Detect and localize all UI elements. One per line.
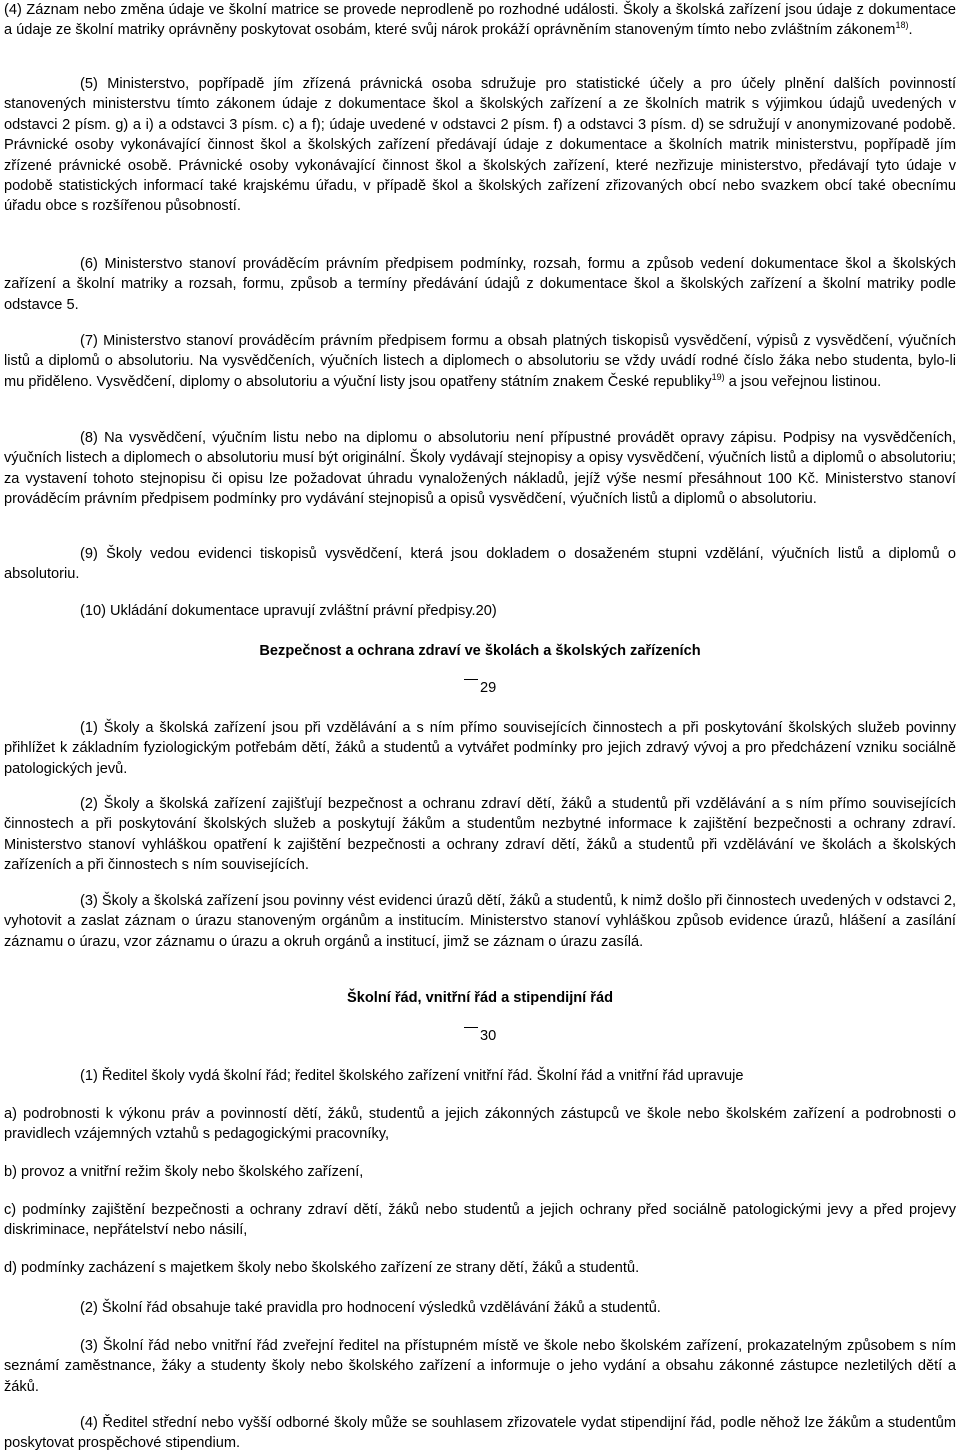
paragraph-end: a jsou veřejnou listinou.	[724, 373, 882, 390]
section-30-item-d: d) podmínky zacházení s majetkem školy nebo školského zařízení ze strany dětí, žáků a studentů.	[4, 1260, 640, 1276]
section-heading-school-rules: Školní řád, vnitřní řád a stipendijní řád	[347, 990, 613, 1006]
section-29-paragraph-3: (3) Školy a školská zařízení jsou povinny vést evidenci úrazů dětí, žáků a studentů, k nimž došlo při činnostech uvedených v odstavci 2, vyhotovit a zaslat záznam o úrazu stanoveným orgánům a institucím. Ministerstvo stanoví vyhláškou způsob evidence úrazů, hlášení a zasílání záznamu o úrazu, vzor záznamu o úrazu a okruh orgánů a institucí, jimž se záznam o úrazu zasílá.	[4, 893, 956, 950]
section-heading-safety: Bezpečnost a ochrana zdraví ve školách a školských zařízeních	[259, 643, 701, 659]
paragraph-5-ministry-data: (5) Ministerstvo, popřípadě jím zřízená právnická osoba sdružuje pro statistické účely a pro účely plnění dalších povinností stanovených ministerstvu tímto zákonem údaje z dokumentace škol a školských zařízení a ze školních matrik s výjimkou údajů uvedených v odstavci 2 písm. g) a i) a odstavci 3 písm. c) a f); údaje uvedené v odstavci 2 písm. f) a odstavci 3 písm. d) se sdružují v anonymizované podobě. Právnické osoby vykonávající činnost škol a školských zařízení předávají údaje z dokumentace a školních matrik ministerstvu, popřípadě jím zřízené právnické osobě. Právnické osoby vykonávající činnost škol a školských zařízení, které nezřizuje ministerstvo, předávají tyto údaje v podobě statistických informací také krajskému úřadu, v případě škol a školských zařízení zřizovaných obcí nebo svazkem obcí také obecnímu úřadu obce s rozšířenou působností.	[4, 76, 956, 215]
section-30-paragraph-2: (2) Školní řád obsahuje také pravidla pro hodnocení výsledků vzdělávání žáků a studentů.	[80, 1300, 661, 1316]
paragraph-8-corrections: (8) Na vysvědčení, výučním listu nebo na diplomu o absolutoriu není přípustné provádět opravy zápisu. Podpisy na vysvědčeních, výučních listech a diplomech o absolutoriu musí být originální. Školy vydávají stejnopisy a opisy vysvědčení, výučních listů a diplomů o absolutoriu; za vystavení tohoto stejnopisu či opisu lze požadovat úhradu vynaložených nákladů, jejíž výše nesmí přesáhnout 100 Kč. Ministerstvo stanoví prováděcím právním předpisem podmínky pro vydávání stejnopisů a opisů vysvědčení, výučních listů a diplomů o absolutoriu.	[4, 430, 956, 508]
section-29-paragraph-1: (1) Školy a školská zařízení jsou při vzdělávání a s ním přímo souvisejících činnostech a při poskytování školských služeb povinny přihlížet k základním fyziologickým potřebám dětí, žáků a studentů a vytvářet podmínky pro jejich zdravý vývoj a pro předcházení vzniku sociálně patologických jevů.	[4, 720, 956, 777]
footnote-ref-18: 18)	[895, 20, 909, 31]
paragraph-end: .	[908, 22, 913, 39]
section-30-item-a: a) podrobnosti k výkonu práv a povinností dětí, žáků, studentů a jejich zákonných zástupců ve škole nebo školském zařízení a podrobnosti o pravidlech vzájemných vztahů s pedagogickými pracovníky,	[4, 1106, 956, 1143]
section-30-paragraph-1: (1) Ředitel školy vydá školní řád; ředitel školského zařízení vnitřní řád. Školní řád a vnitřní řád upravuje	[80, 1068, 744, 1084]
section-number-29	[464, 678, 564, 698]
section-30-paragraph-3: (3) Školní řád nebo vnitřní řád zveřejní ředitel na přístupném místě ve škole nebo školském zařízení, prokazatelným způsobem s ním seznámí zaměstnance, žáky a studenty školy nebo školského zařízení a informuje o jeho vydání a obsahu zákonné zástupce nezletilých dětí a žáků.	[4, 1338, 956, 1395]
paragraph-9-evidence: (9) Školy vedou evidenci tiskopisů vysvědčení, která jsou dokladem o dosaženém stupni vzdělání, výučních listů a diplomů o absolutoriu.	[4, 546, 956, 583]
section-number-30	[464, 1026, 564, 1046]
section-30-item-b: b) provoz a vnitřní režim školy nebo školského zařízení,	[4, 1164, 364, 1180]
section-30-item-c: c) podmínky zajištění bezpečnosti a ochrany zdraví dětí, žáků nebo studentů a jejich ochrany před sociálně patologickými jevy a před projevy diskriminace, nepřátelství nebo násilí,	[4, 1202, 956, 1239]
paragraph-7-certificates	[4, 331, 956, 392]
footnote-ref-19: 19)	[711, 371, 725, 382]
paragraph-10-storage: (10) Ukládání dokumentace upravují zvláštní právní předpisy.20)	[80, 603, 497, 619]
section-29-paragraph-2: (2) Školy a školská zařízení zajišťují bezpečnost a ochranu zdraví dětí, žáků a studentů při vzdělávání a s ním přímo souvisejících činnostech a při poskytování školských služeb a poskytují žákům a studentům nezbytné informace k zajištění bezpečnosti a ochrany zdraví. Ministerstvo stanoví vyhláškou opatření k zajištění bezpečnosti a ochrany zdraví dětí, žáků a studentů při vzdělávání ve školách a školských zařízeních a při činnostech s ním souvisejících.	[4, 796, 956, 874]
section-30-paragraph-4: (4) Ředitel střední nebo vyšší odborné školy může se souhlasem zřizovatele vydat stipendijní řád, podle něhož lze žákům a studentům poskytovat prospěchové stipendium.	[4, 1415, 956, 1452]
section-29-number: 29	[480, 680, 497, 696]
section-30-number: 30	[480, 1028, 497, 1044]
paragraph-text: (4) Záznam nebo změna údaje ve školní matrice se provede neprodleně po rozhodné události. Školy a školská zařízení jsou údaje z dokumentace a údaje ze školní matriky oprávněny poskytovat osobám, které svůj nárok prokáží oprávněním stanoveným tímto nebo zvláštním zákonem	[4, 2, 956, 39]
paragraph-6-implementing-regulation: (6) Ministerstvo stanoví prováděcím právním předpisem podmínky, rozsah, formu a způsob vedení dokumentace škol a školských zařízení a školní matriky a rozsah, formu, způsob a termíny předávání údajů z dokumentace škol a školských zařízení a školní matriky podle odstavce 5.	[4, 256, 956, 313]
paragraph-text: (7) Ministerstvo stanoví prováděcím právním předpisem formu a obsah platných tiskopisů vysvědčení, výpisů z vysvědčení, výučních listů a diplomů o absolutoriu. Na vysvědčeních, výučních listech a diplomech o absolutoriu se vždy uvádí rodné číslo žáka nebo studenta, bylo-li mu přiděleno. Vysvědčení, diplomy o absolutoriu a výuční listy jsou opatřeny státním znakem České republiky	[4, 333, 956, 390]
paragraph-4-school-register	[4, 0, 956, 41]
